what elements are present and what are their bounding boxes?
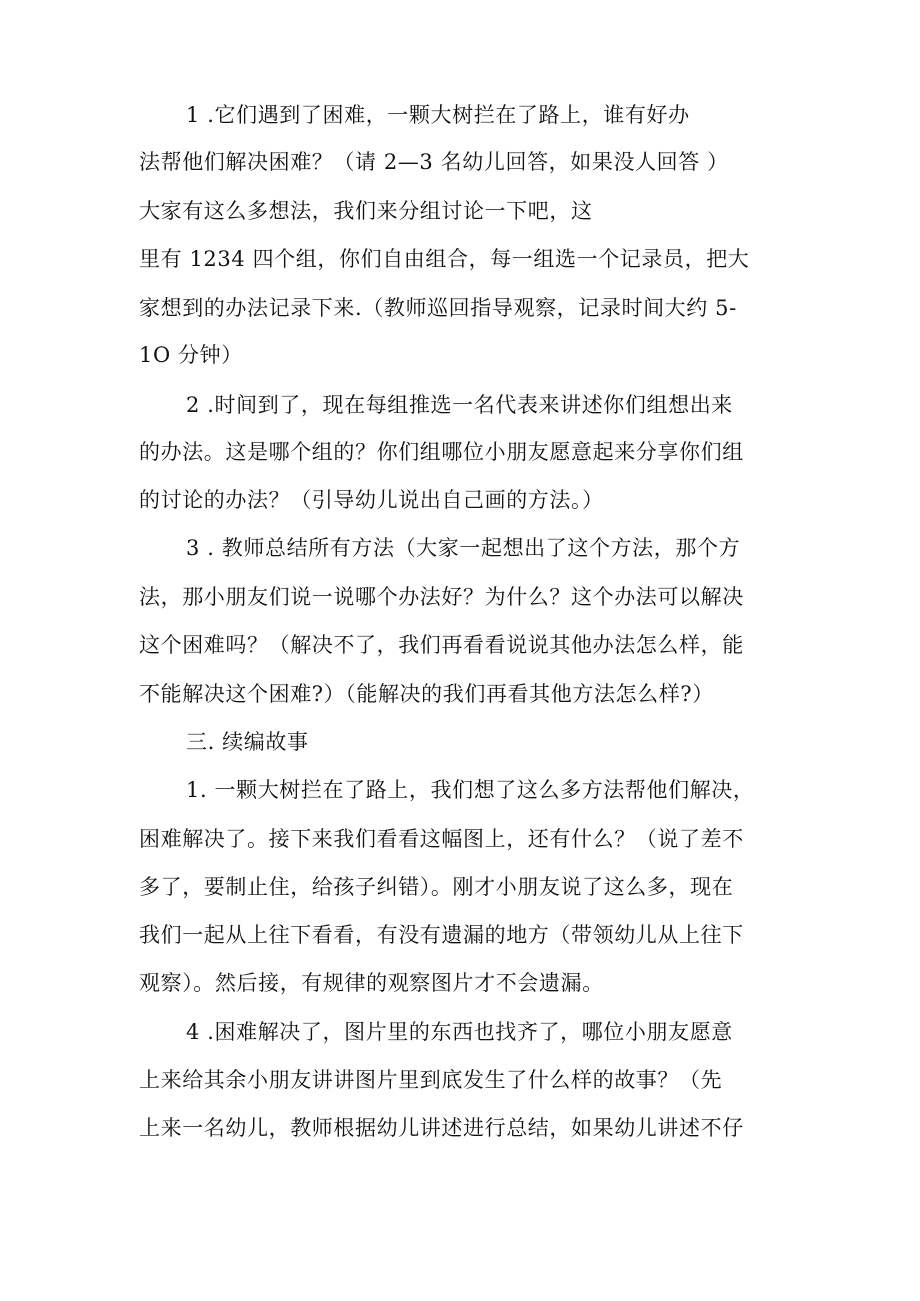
text-line: 2 .时间到了，现在每组推选一名代表来讲述你们组想出来 [186,393,733,417]
text-line: 多了，要制止住，给孩子纠错）。刚才小朋友说了这么多，现在 [139,875,734,899]
text-line: 1 .它们遇到了困难，一颗大树拦在了路上，谁有好办 [186,103,690,127]
text-line: 困难解决了。接下来我们看看这幅图上，还有什么？（说了差不 [139,827,744,851]
text-line: 法帮他们解决困难？（请 2—3 名幼儿回答，如果没人回答 ） [139,150,729,174]
text-line: 我们一起从上往下看看，有没有遗漏的地方（带领幼儿从上往下 [139,923,744,947]
text-line: 的办法。这是哪个组的？你们组哪位小朋友愿意起来分享你们组 [139,440,744,464]
text-line: 上来一名幼儿，教师根据幼儿讲述进行总结，如果幼儿讲述不仔 [139,1116,744,1140]
section-heading: 三. 续编故事 [186,730,309,754]
text-line: 1O 分钟） [139,343,243,367]
text-line: 大家有这么多想法，我们来分组讨论一下吧，这 [139,199,593,223]
text-line: 上来给其余小朋友讲讲图片里到底发生了什么样的故事？（先 [139,1068,723,1092]
text-line: 里有 1234 四个组，你们自由组合，每一组选一个记录员，把大 [139,247,750,271]
text-line: 1. 一颗大树拦在了路上，我们想了这么多方法帮他们解决， [186,778,755,802]
text-line: 法，那小朋友们说一说哪个办法好？为什么？这个办法可以解决 [139,585,744,609]
text-line: 3 . 教师总结所有方法（大家一起想出了这个方法，那个方 [186,536,741,560]
text-line: 的讨论的办法？（引导幼儿说出自己画的方法。） [139,488,604,512]
text-line: 观察）。然后接，有规律的观察图片才不会遗漏。 [139,971,604,995]
text-line: 不能解决这个困难?）（能解决的我们再看其他方法怎么样?） [139,682,714,706]
text-line: 4 .困难解决了，图片里的东西也找齐了，哪位小朋友愿意 [186,1020,733,1044]
text-line: 家想到的办法记录下来.（教师巡回指导观察，记录时间大约 5- [139,296,737,320]
text-line: 这个困难吗？（解决不了，我们再看看说说其他办法怎么样，能 [139,633,744,657]
